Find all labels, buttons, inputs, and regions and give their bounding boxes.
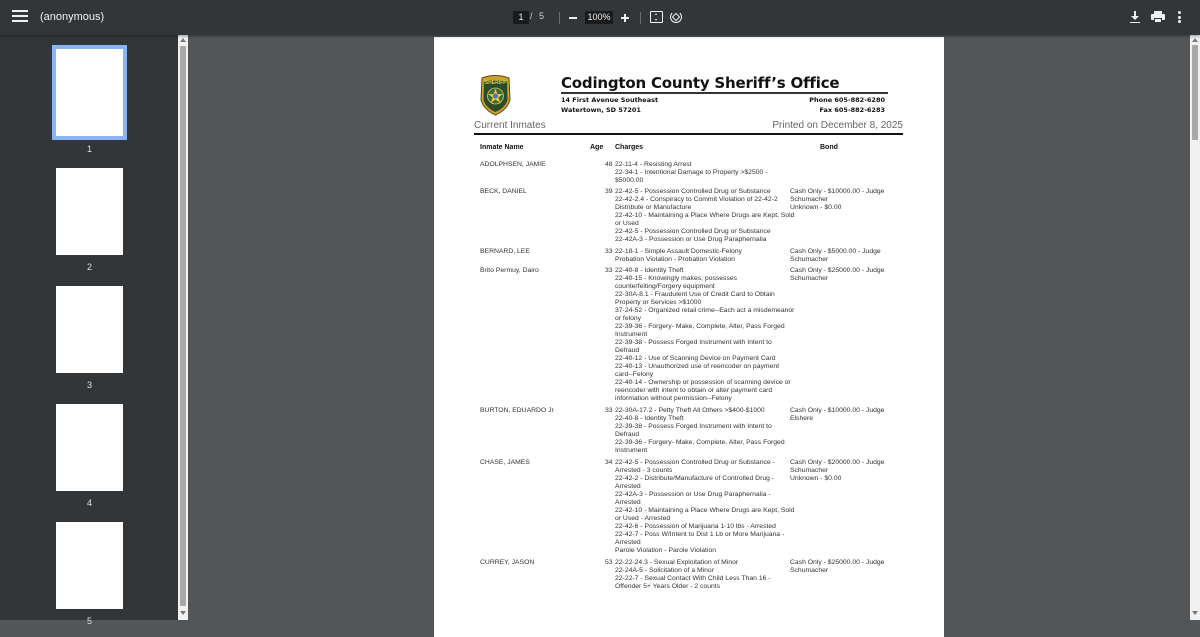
thumbnail-label: 5 [86,616,92,626]
thumbnail-label: 4 [86,498,92,508]
charge-item: 22-39-38 - Possess Forged Instrument with Intent to Defraud [615,339,772,354]
address-line-2: Watertown, SD 57201 [561,106,641,114]
charge-item: Parole Violation - Parole Violation [615,547,717,554]
page-thumbnail-4[interactable] [56,404,123,491]
charge-item: 22-42-7 - Poss W/Intent to Dist 1 Lb or More Marijuana - Arrested [615,531,785,546]
thumbnail-sidebar [0,35,188,626]
pdf-page [434,37,944,637]
charge-item: 22-18-1 - Simple Assault Domestic-Felony [615,248,742,255]
scroll-down-arrow-icon[interactable] [1192,611,1198,615]
bond-item: Cash Only - $20000.00 - Judge Schumacher [790,459,885,474]
inmate-name: Brito Permuy, Dairo [480,267,539,274]
charge-item: Probation Violation - Probation Violation [615,256,735,263]
divider [640,12,641,24]
divider [561,92,888,94]
inmate-name: BURTON, EDUARDO Jr [480,407,554,414]
bond-item: Unknown - $0.00 [790,204,842,211]
column-header-charges: Charges [615,144,644,151]
column-header-age: Age [590,144,604,151]
scroll-up-arrow-icon[interactable] [180,38,186,42]
charge-item: 22-42-2.4 - Conspiracy to Commit Violation of 22-42-2 Distribute or Manufacture [615,196,778,211]
thumbnail-label: 2 [86,262,92,272]
inmate-name: CURREY, JASON [480,559,535,566]
bond-list [790,267,900,283]
charges-list [615,161,795,185]
charge-item: 22-11-4 - Resisting Arrest [615,161,692,168]
charge-item: 22-39-38 - Possess Forged Instrument with Intent to Defraud [615,423,772,438]
charge-item: 37-24-52 - Organized retail crime--Each act a misdemeanor or felony [615,307,795,322]
bond-item: Cash Only - $25000.00 - Judge Schumacher [790,267,885,282]
charges-list [615,267,795,403]
bond-item: Cash Only - $10000.00 - Judge Schumacher [790,188,885,203]
bond-list [790,188,900,212]
charge-item: 22-40-8 - Identity Theft [615,415,684,422]
zoom-level-input[interactable]: 100% [585,11,613,24]
charge-item: 22-22-24.3 - Sexual Exploitation of Minor [615,559,739,566]
charge-item: 22-42-6 - Possession of Marijuana 1-10 lbs - Arrested [615,523,776,530]
sheriff-badge-logo-icon [479,74,512,116]
organization-name: Codington County Sheriff’s Office [561,74,840,92]
print-icon[interactable] [1151,11,1165,24]
svg-text:SHERIFF: SHERIFF [484,80,507,86]
charge-item: 22-24A-5 - Solicitation of a Minor [615,567,714,574]
inmate-name: CHASE, JAMES [480,459,530,466]
inmate-name: ADOLPHSEN, JAMIE [480,161,546,168]
inmate-age: 33 [605,267,613,274]
divider [474,133,903,135]
bond-list [790,407,900,423]
charges-list [615,248,795,264]
section-title: Current Inmates [474,120,546,131]
inmate-name: BERNARD, LEE [480,248,530,255]
charge-item: 22-42A-3 - Possession or Use Drug Paraphernalia [615,236,767,243]
inmate-age: 33 [605,407,613,414]
page-separator: / [530,11,533,21]
bond-list [790,459,900,483]
download-icon[interactable] [1129,11,1141,24]
charges-list [615,407,795,455]
total-pages: 5 [539,11,545,21]
page-thumbnail-5[interactable] [56,522,123,609]
bond-list [790,248,900,264]
charge-item: 22-42-5 - Possession Controlled Drug or Substance [615,228,771,235]
scroll-down-arrow-icon[interactable] [180,611,186,615]
fit-to-page-icon[interactable] [650,11,663,23]
page-thumbnail-3[interactable] [56,286,123,373]
inmate-name: BECK, DANIEL [480,188,527,195]
column-header-name: Inmate Name [480,144,524,151]
charge-item: 22-42-5 - Possession Controlled Drug or Substance - Arrested - 3 counts [615,459,775,474]
charge-item: 22-40-14 - Ownership or possession of scanning device or reencoder with intent to obtain or alter payment card information without permission--Felony [615,379,791,402]
charge-item: 22-42-10 - Maintaining a Place Where Drugs are Kept, Sold or Used - Arrested [615,507,795,522]
pdf-toolbar [0,0,1200,35]
charges-list [615,459,795,555]
address-line-1: 14 First Avenue Southeast [561,96,659,104]
charge-item: 22-30A-8.1 - Fraudulent Use of Credit Card to Obtain Property or Services >$1000 [615,291,775,306]
charge-item: 22-39-36 - Forgery- Make, Complete, Alter, Pass Forged Instrument [615,439,785,454]
bond-item: Cash Only - $10000.00 - Judge Elshere [790,407,885,422]
main-scrollbar-thumb[interactable] [1192,45,1198,140]
inmate-age: 53 [605,559,613,566]
bond-item: Unknown - $0.00 [790,475,842,482]
charge-item: 22-40-12 - Use of Scanning Device on Payment Card [615,355,776,362]
charge-item: 22-42-2 - Distribute/Manufacture of Controlled Drug - Arrested [615,475,775,490]
charge-item: 22-42-10 - Maintaining a Place Where Drugs are Kept, Sold or Used [615,212,795,227]
divider [559,12,560,24]
charge-item: 22-22-7 - Sexual Contact With Child Less Than 16 - Offender 5+ Years Older - 2 counts [615,575,771,590]
more-vertical-icon[interactable] [1178,11,1182,24]
zoom-in-button[interactable] [619,10,631,24]
charges-list [615,559,795,591]
document-title: (anonymous) [40,11,105,23]
page-thumbnail-1[interactable] [56,49,123,136]
bond-list [790,559,900,575]
charge-item: 22-40-15 - Knowingly makes, possesses counterfeiting/Forgery equipment [615,275,738,290]
printed-date: Printed on December 8, 2025 [772,120,903,131]
inmate-age: 48 [605,161,613,168]
charge-item: 22-42A-3 - Possession or Use Drug Paraphernalia - Arrested [615,491,771,506]
charge-item: 22-40-8 - Identity Theft [615,267,684,274]
bond-item: Cash Only - $25000.00 - Judge Schumacher [790,559,885,574]
thumbnail-label: 3 [86,380,92,390]
bond-item: Cash Only - $5000.00 - Judge Schumacher [790,248,881,263]
sidebar-scrollbar-thumb[interactable] [180,46,186,606]
thumbnail-label: 1 [86,144,92,154]
hamburger-menu-icon[interactable] [12,10,28,24]
scroll-up-arrow-icon[interactable] [1192,38,1198,42]
inmate-age: 34 [605,459,613,466]
page-number-input[interactable]: 1 [513,11,529,24]
page-thumbnail-2[interactable] [56,168,123,255]
charge-item: 22-42-5 - Possession Controlled Drug or Substance [615,188,771,195]
column-header-bond: Bond [820,144,838,151]
charge-item: 22-40-13 - Unauthorized use of reencoder on payment card--Felony [615,363,779,378]
charges-list [615,188,795,244]
charge-item: 22-34-1 - Intentional Damage to Property >$2500 - $5000.00 [615,169,768,184]
fax-number: Fax 605-882-6283 [819,106,885,114]
zoom-out-button[interactable] [567,10,579,24]
charge-item: 22-30A-17.2 - Petty Theft All Others >$400-$1000 [615,407,765,414]
rotate-counterclockwise-icon[interactable] [670,11,682,23]
phone-number: Phone 605-882-6280 [809,96,885,104]
charge-item: 22-39-36 - Forgery- Make, Complete, Alter, Pass Forged Instrument [615,323,785,338]
inmate-age: 39 [605,188,613,195]
inmate-age: 33 [605,248,613,255]
